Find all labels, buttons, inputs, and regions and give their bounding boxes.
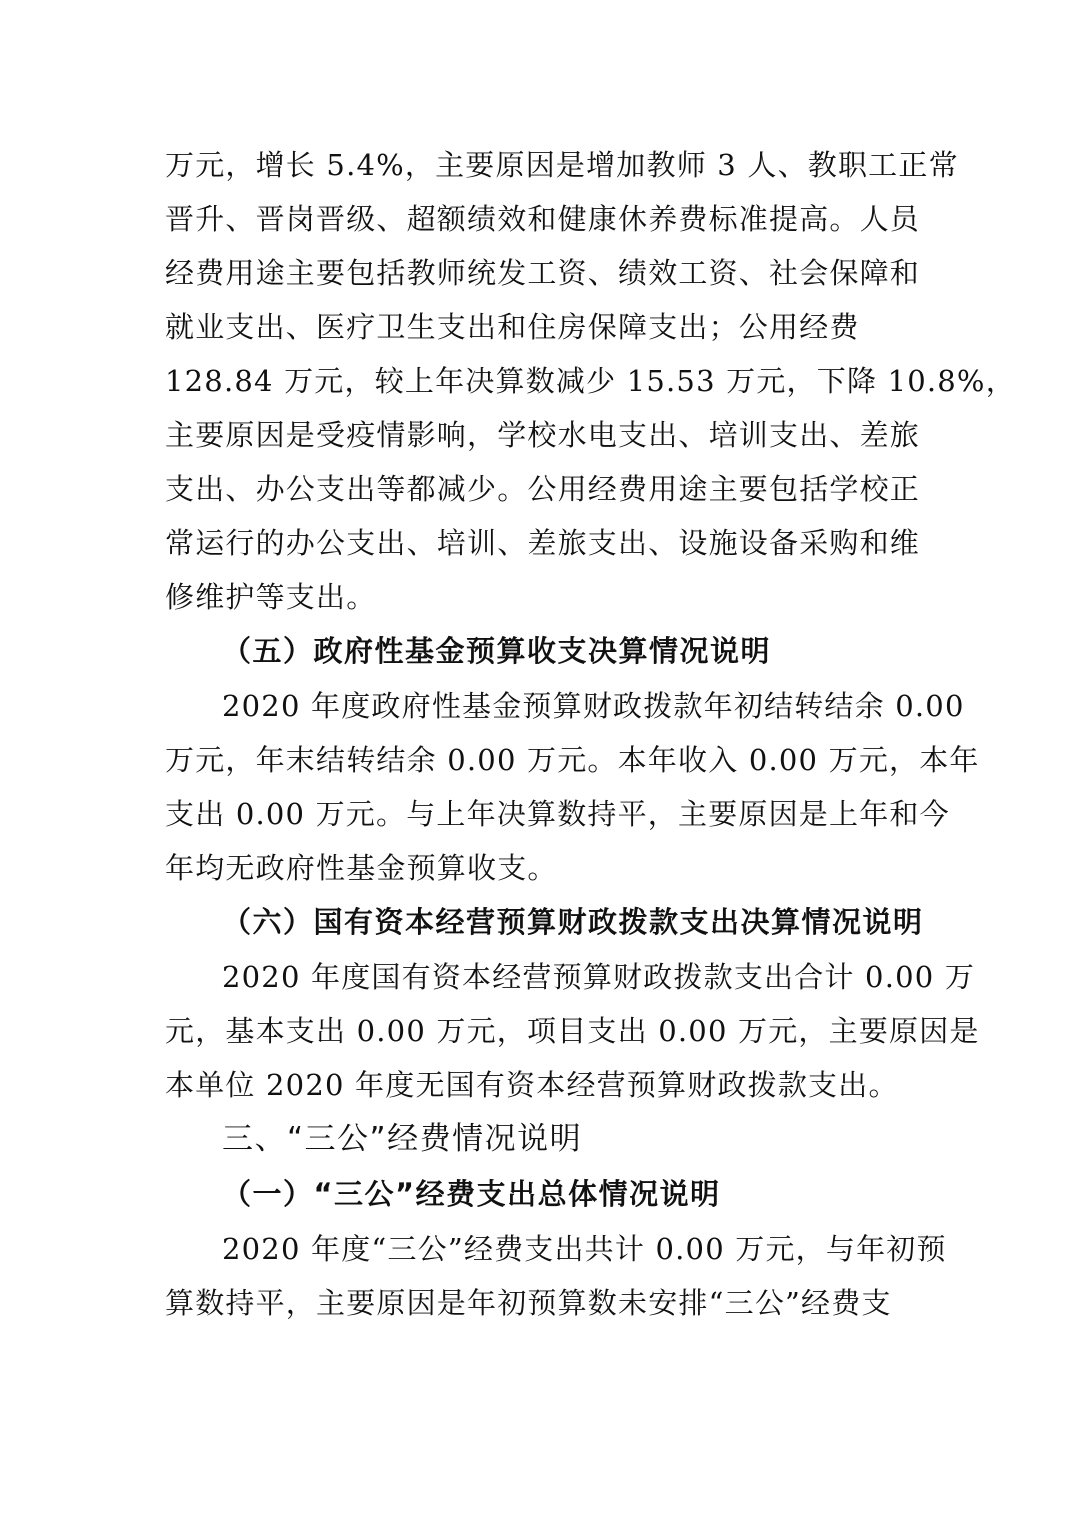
- body-text-line: 年均无政府性基金预算收支。: [165, 851, 558, 885]
- body-text-line: 主要原因是受疫情影响，学校水电支出、培训支出、差旅: [165, 418, 921, 452]
- body-text-line: 元，基本支出 0.00 万元，项目支出 0.00 万元，主要原因是: [165, 1014, 980, 1048]
- body-text-line: 经费用途主要包括教师统发工资、绩效工资、社会保障和: [165, 256, 921, 290]
- body-text-line: 就业支出、医疗卫生支出和住房保障支出；公用经费: [165, 310, 860, 344]
- body-text-line: 万元，年末结转结余 0.00 万元。本年收入 0.00 万元，本年: [165, 743, 980, 777]
- body-text-line: 支出 0.00 万元。与上年决算数持平，主要原因是上年和今: [165, 797, 950, 831]
- subsection-heading-1: （一）“三公”经费支出总体情况说明: [222, 1177, 721, 1211]
- body-text-line: 本单位 2020 年度无国有资本经营预算财政拨款支出。: [165, 1068, 899, 1102]
- section-heading-5: （五）政府性基金预算收支决算情况说明: [222, 634, 772, 668]
- major-section-heading: 三、“三公”经费情况说明: [222, 1121, 583, 1157]
- body-text-line: 万元，增长 5.4%，主要原因是增加教师 3 人、教职工正常: [165, 148, 959, 182]
- body-text-line: 2020 年度“三公”经费支出共计 0.00 万元，与年初预: [222, 1232, 947, 1266]
- body-text-line: 算数持平，主要原因是年初预算数未安排“三公”经费支: [165, 1286, 892, 1320]
- section-heading-6: （六）国有资本经营预算财政拨款支出决算情况说明: [222, 905, 924, 939]
- body-text-line: 常运行的办公支出、培训、差旅支出、设施设备采购和维: [165, 526, 921, 560]
- body-text-line: 修维护等支出。: [165, 580, 377, 614]
- body-text-line: 晋升、晋岗晋级、超额绩效和健康休养费标准提高。人员: [165, 202, 921, 236]
- body-text-line: 128.84 万元，较上年决算数减少 15.53 万元，下降 10.8%，: [165, 364, 1016, 398]
- body-text-line: 2020 年度政府性基金预算财政拨款年初结转结余 0.00: [222, 689, 965, 723]
- body-text-line: 2020 年度国有资本经营预算财政拨款支出合计 0.00 万: [222, 960, 976, 994]
- body-text-line: 支出、办公支出等都减少。公用经费用途主要包括学校正: [165, 472, 921, 506]
